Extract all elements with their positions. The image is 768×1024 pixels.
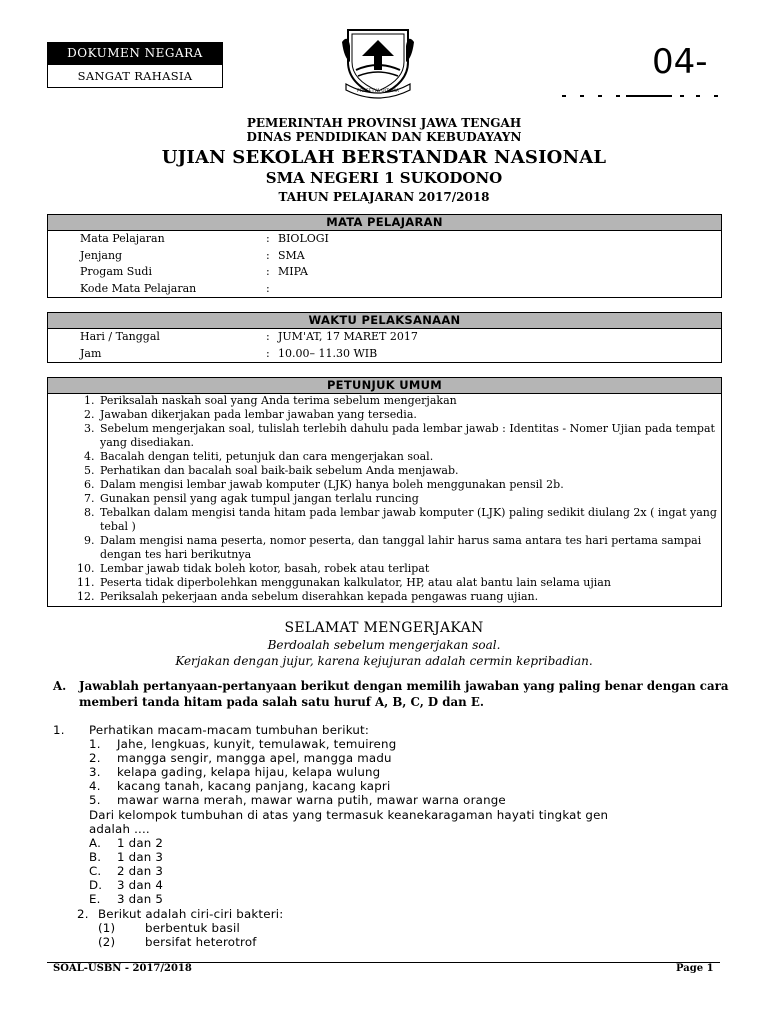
q1-list-number: 4. xyxy=(89,779,101,793)
subject-colon: : xyxy=(266,281,270,295)
q2-list-item: bersifat heterotrof xyxy=(145,935,257,949)
schedule-colon: : xyxy=(266,330,270,343)
instruction-item: 2. Jawaban dikerjakan pada lembar jawaban yang tersedia. xyxy=(98,408,721,422)
schedule-section xyxy=(47,312,722,363)
instruction-item: 6. Dalam mengisi lembar jawab komputer (LJK) hanya boleh menggunakan pensil 2b. xyxy=(98,478,721,492)
instruction-item: 11. Peserta tidak diperbolehkan menggunakan kalkulator, HP, atau alat bantu lain selama ujian xyxy=(98,576,721,590)
schedule-key: Jam xyxy=(80,346,102,360)
q1-number: 1. xyxy=(53,723,65,737)
exam-code: 04- xyxy=(652,42,708,82)
instructions-section-title: PETUNJUK UMUM xyxy=(48,378,721,394)
schedule-row xyxy=(48,346,721,363)
subject-row xyxy=(48,281,721,298)
q1-list-item: mangga sengir, mangga apel, mangga madu xyxy=(117,751,392,765)
subject-colon: : xyxy=(266,232,270,245)
subject-key: Jenjang xyxy=(80,248,123,262)
footer-left: SOAL-USBN - 2017/2018 xyxy=(53,963,192,974)
schedule-row xyxy=(48,329,721,346)
subject-key: Mata Pelajaran xyxy=(80,232,165,245)
footer-page-number: Page 1 xyxy=(676,963,714,974)
q2-stem: Berikut adalah ciri-ciri bakteri: xyxy=(98,907,284,921)
emblem-banner-text: PRASETYA ULTAMA xyxy=(357,89,399,94)
instruction-item: 5. Perhatikan dan bacalah soal baik-baik sebelum Anda menjawab. xyxy=(98,464,721,478)
classification-box xyxy=(47,42,223,88)
school-name: SMA NEGERI 1 SUKODONO xyxy=(265,169,503,187)
subject-row xyxy=(48,248,721,265)
q1-option-text[interactable]: 3 dan 5 xyxy=(117,892,164,906)
instruction-item: 8. Tebalkan dalam mengisi tanda hitam pada lembar jawab komputer (LJK) paling sedikit diulang 2x ( ingat yang tebal ) xyxy=(98,506,721,534)
classification-line2: SANGAT RAHASIA xyxy=(48,64,222,87)
q1-question-line1: Dari kelompok tumbuhan di atas yang termasuk keanekaragaman hayati tingkat gen xyxy=(89,808,609,822)
subject-value: MIPA xyxy=(278,265,308,278)
instruction-item: 12. Periksalah pekerjaan anda sebelum diserahkan kepada pengawas ruang ujian. xyxy=(98,590,721,604)
closing-line2: Kerjakan dengan jujur, karena kejujuran adalah cermin kepribadian. xyxy=(175,654,593,668)
q1-list-item: Jahe, lengkuas, kunyit, temulawak, temuireng xyxy=(117,737,397,751)
subject-row xyxy=(48,264,721,281)
closing-title: SELAMAT MENGERJAKAN xyxy=(284,620,484,636)
q2-list-item: berbentuk basil xyxy=(145,921,240,935)
q1-option-text[interactable]: 1 dan 3 xyxy=(117,850,164,864)
q1-option-letter[interactable]: D. xyxy=(89,878,103,892)
q1-option-text[interactable]: 3 dan 4 xyxy=(117,878,164,892)
header-line2: DINAS PENDIDIKAN DAN KEBUDAYAYN xyxy=(246,130,522,144)
section-a-text: Jawablah pertanyaan-pertanyaan berikut dengan memilih jawaban yang paling benar dengan cara memberi tanda hitam pada salah satu huruf A, B, C, D dan E. xyxy=(79,679,729,709)
classification-line1: DOKUMEN NEGARA xyxy=(48,43,222,64)
subject-section xyxy=(47,214,722,298)
provincial-emblem-logo xyxy=(340,22,416,100)
academic-year: TAHUN PELAJARAN 2017/2018 xyxy=(278,190,490,204)
q1-list-item: mawar warna merah, mawar warna putih, mawar warna orange xyxy=(117,793,506,807)
q1-list-number: 1. xyxy=(89,737,101,751)
instruction-item: 3. Sebelum mengerjakan soal, tulislah terlebih dahulu pada lembar jawab : Identitas - Nomer Ujian pada tempat yang disediakan. xyxy=(98,422,721,450)
q1-option-letter[interactable]: B. xyxy=(89,850,102,864)
exam-title: UJIAN SEKOLAH BERSTANDAR NASIONAL xyxy=(161,147,607,168)
q1-list-item: kelapa gading, kelapa hijau, kelapa wulung xyxy=(117,765,381,779)
closing-line1: Berdoalah sebelum mengerjakan soal. xyxy=(267,638,501,652)
section-a-label: A. xyxy=(53,679,67,693)
subject-value: SMA xyxy=(278,248,305,262)
schedule-key: Hari / Tanggal xyxy=(80,330,160,343)
q1-option-letter[interactable]: E. xyxy=(89,892,101,906)
instruction-item: 1. Periksalah naskah soal yang Anda terima sebelum mengerjakan xyxy=(98,394,721,408)
q1-question-line2: adalah .... xyxy=(89,822,150,836)
subject-section-title: MATA PELAJARAN xyxy=(48,215,721,231)
schedule-section-title: WAKTU PELAKSANAAN xyxy=(48,313,721,329)
subject-colon: : xyxy=(266,265,270,278)
q1-stem: Perhatikan macam-macam tumbuhan berikut: xyxy=(89,723,370,737)
schedule-value: JUM'AT, 17 MARET 2017 xyxy=(278,330,418,343)
q1-option-letter[interactable]: C. xyxy=(89,864,102,878)
subject-colon: : xyxy=(266,248,270,262)
q1-list-number: 3. xyxy=(89,765,101,779)
q1-list-number: 2. xyxy=(89,751,101,765)
instruction-item: 7. Gunakan pensil yang agak tumpul jangan terlalu runcing xyxy=(98,492,721,506)
schedule-value: 10.00– 11.30 WIB xyxy=(278,346,378,360)
q1-option-text[interactable]: 2 dan 3 xyxy=(117,864,164,878)
emblem-shield-icon xyxy=(340,22,416,100)
code-dash-line xyxy=(562,94,722,98)
q2-number: 2. xyxy=(77,907,89,921)
q2-list-number: (2) xyxy=(98,935,116,949)
subject-key: Kode Mata Pelajaran xyxy=(80,281,197,295)
instruction-item: 10. Lembar jawab tidak boleh kotor, basah, robek atau terlipat xyxy=(98,562,721,576)
q1-list-number: 5. xyxy=(89,793,101,807)
q2-list-number: (1) xyxy=(98,921,116,935)
schedule-colon: : xyxy=(266,346,270,360)
instructions-list xyxy=(48,394,721,604)
q1-list-item: kacang tanah, kacang panjang, kacang kapri xyxy=(117,779,391,793)
subject-key: Progam Sudi xyxy=(80,265,152,278)
q1-option-letter[interactable]: A. xyxy=(89,836,102,850)
subject-row xyxy=(48,231,721,248)
instruction-item: 9. Dalam mengisi nama peserta, nomor peserta, dan tanggal lahir harus sama antara tes hari pertama sampai dengan tes hari berikutnya xyxy=(98,534,721,562)
subject-value: BIOLOGI xyxy=(278,232,329,245)
instruction-item: 4. Bacalah dengan teliti, petunjuk dan cara mengerjakan soal. xyxy=(98,450,721,464)
instructions-section xyxy=(47,377,722,607)
header-line1: PEMERINTAH PROVINSI JAWA TENGAH xyxy=(246,116,522,130)
q1-option-text[interactable]: 1 dan 2 xyxy=(117,836,164,850)
